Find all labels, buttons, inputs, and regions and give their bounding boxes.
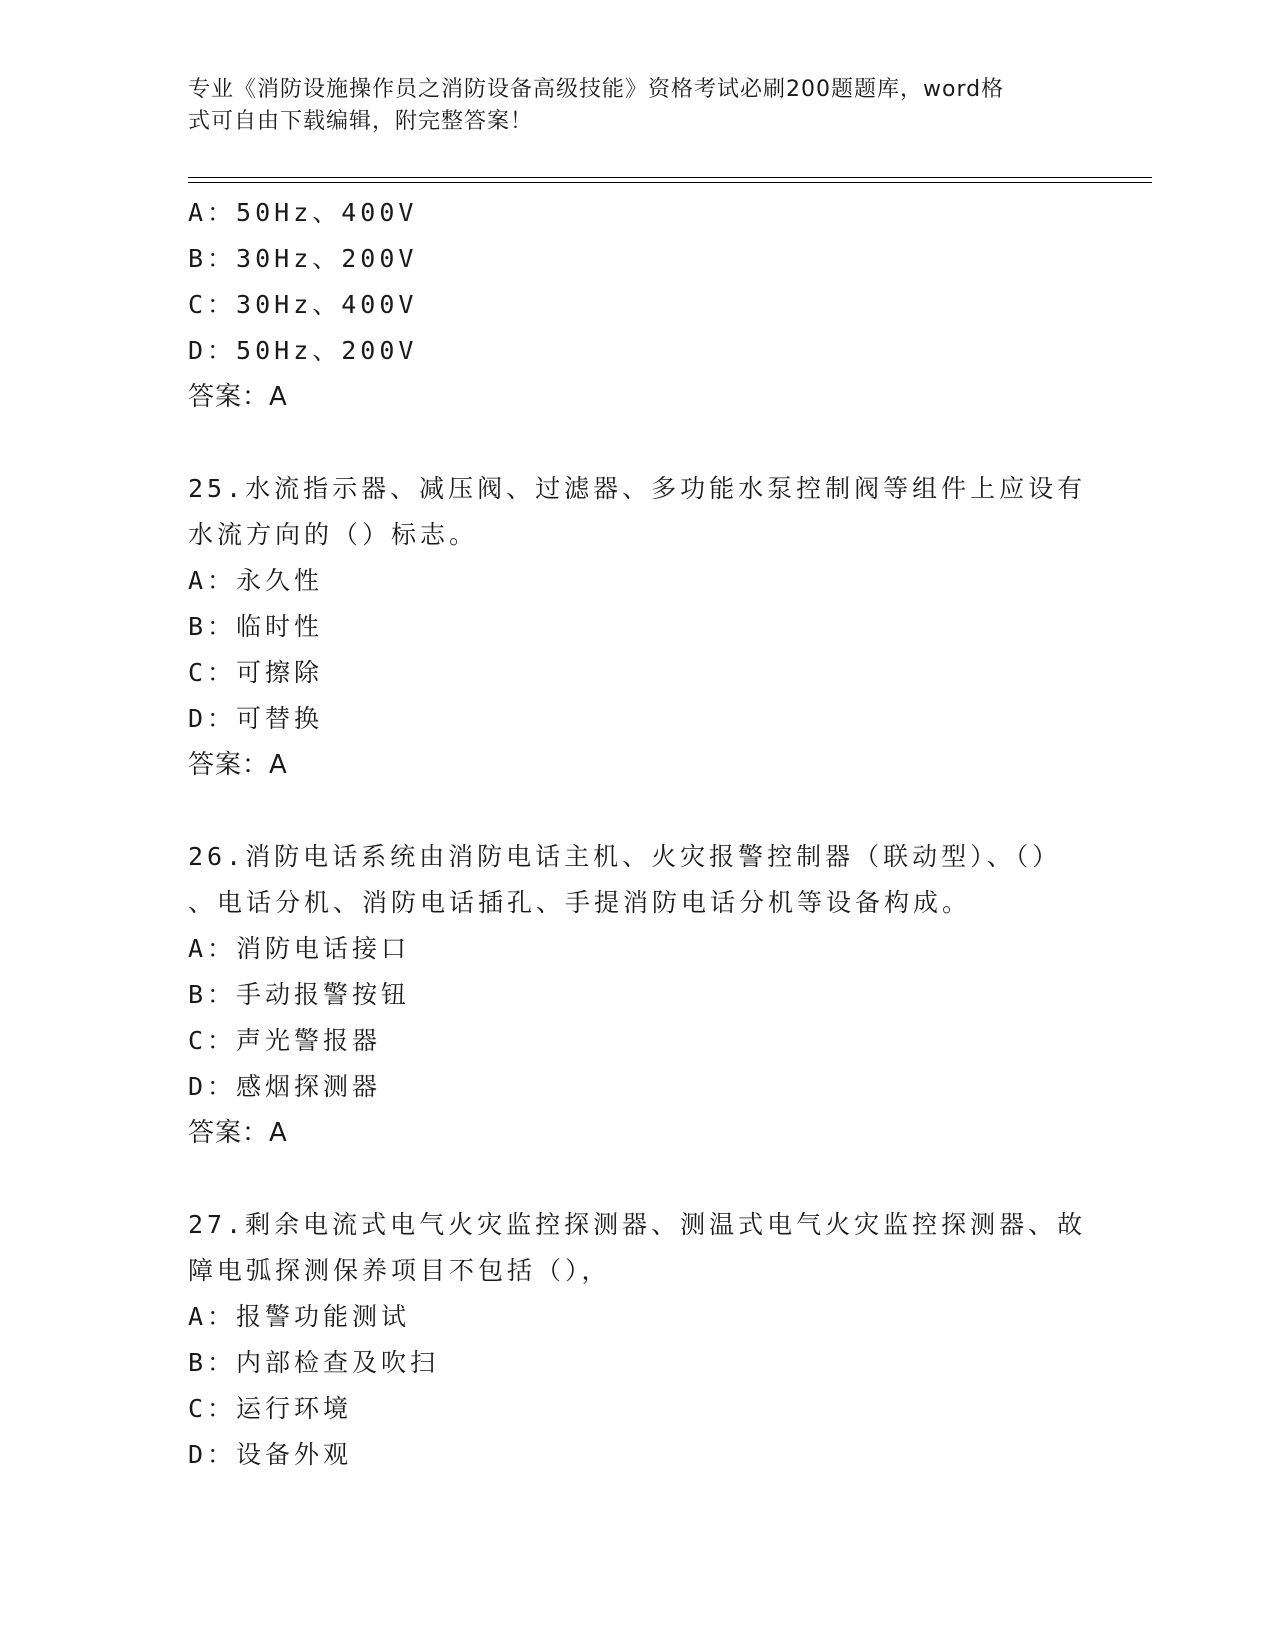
option-b: B：手动报警按钮 [188,980,411,1009]
question-25 [188,466,1088,788]
option-d: D：设备外观 [188,1440,353,1469]
header-line-2: 式可自由下载编辑，附完整答案！ [188,109,534,134]
header-line-1: 专业《消防设施操作员之消防设备高级技能》资格考试必刷200题题库，word格 [188,77,1005,102]
document-header [188,74,1068,138]
option-d: D：感烟探测器 [188,1072,382,1101]
answer-line: 答案：A [188,1118,288,1148]
option-a: A：50Hz、400V [188,198,418,227]
option-b: B：内部检查及吹扫 [188,1348,440,1377]
spacer [188,420,1088,466]
question-26 [188,834,1088,1156]
header-divider-bottom [188,182,1152,183]
header-divider-top [188,177,1152,178]
option-c: C：可擦除 [188,658,324,687]
question-text-line-1: 27.剩余电流式电气火灾监控探测器、测温式电气火灾监控探测器、故 [188,1210,1087,1239]
option-c: C：声光警报器 [188,1026,382,1055]
option-a: A：永久性 [188,566,324,595]
spacer [188,788,1088,834]
option-b: B：30Hz、200V [188,244,418,273]
option-a: A：报警功能测试 [188,1302,411,1331]
answer-line: 答案：A [188,382,288,412]
question-text-line-2: 水流方向的（）标志。 [188,520,479,549]
option-d: D：可替换 [188,704,324,733]
spacer [188,1156,1088,1202]
question-27 [188,1202,1088,1478]
option-c: C：30Hz、400V [188,290,418,319]
question-text-line-2: 、电话分机、消防电话插孔、手提消防电话分机等设备构成。 [188,888,972,917]
question-24-continued [188,190,1088,420]
option-d: D：50Hz、200V [188,336,418,365]
option-c: C：运行环境 [188,1394,353,1423]
question-list [188,190,1088,1478]
answer-line: 答案：A [188,750,288,780]
option-a: A：消防电话接口 [188,934,411,963]
question-text-line-2: 障电弧探测保养项目不包括（）， [188,1256,611,1285]
question-text-line-1: 26.消防电话系统由消防电话主机、火灾报警控制器（联动型）、（） [188,842,1062,871]
option-b: B：临时性 [188,612,324,641]
question-text-line-1: 25.水流指示器、减压阀、过滤器、多功能水泵控制阀等组件上应设有 [188,474,1087,503]
